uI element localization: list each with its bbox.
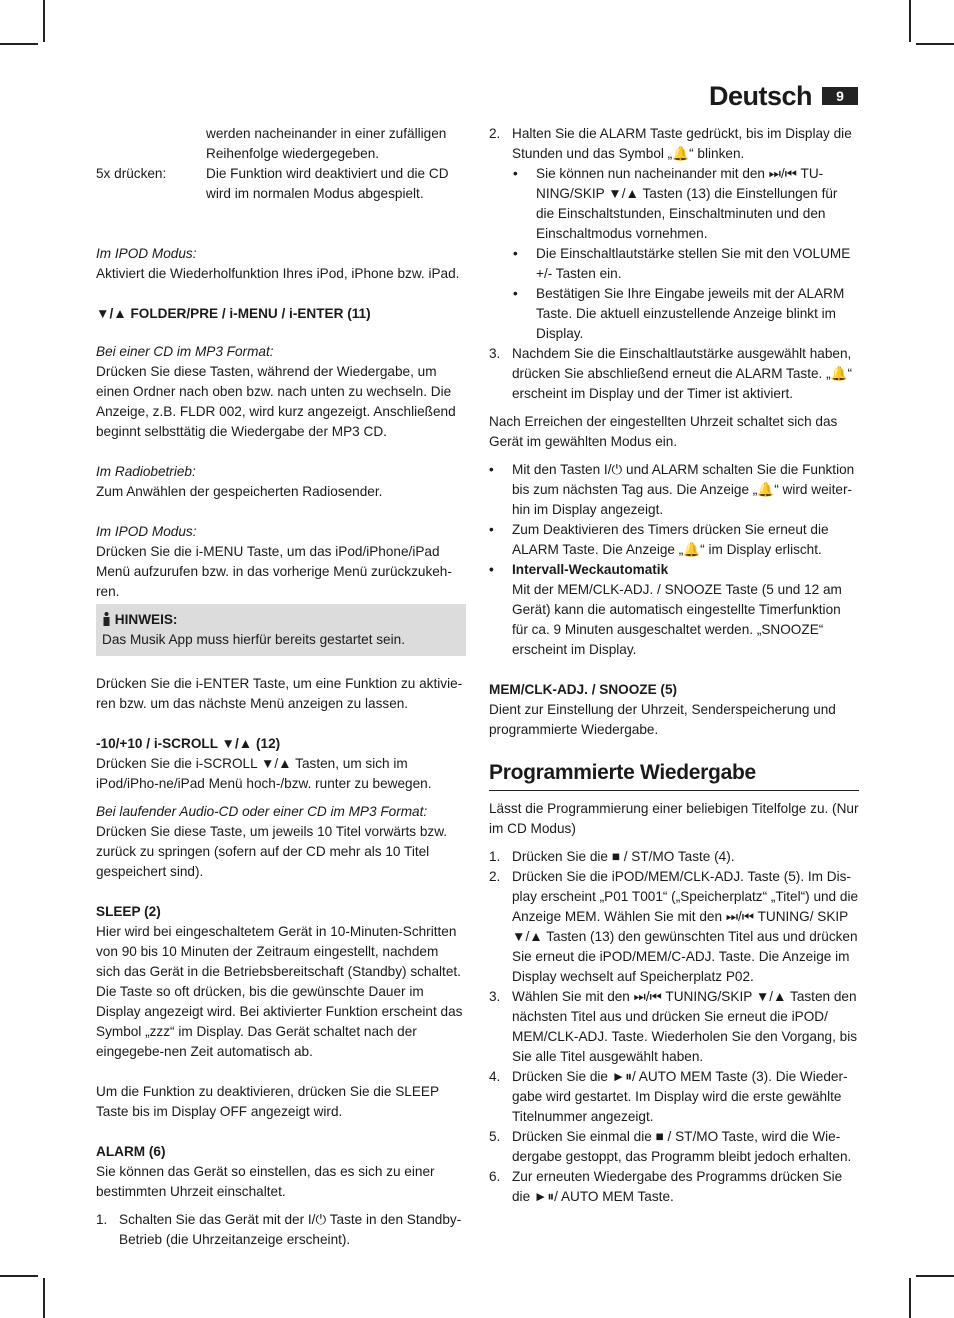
bullet-icon: •	[513, 246, 518, 261]
paragraph: Um die Funktion zu deaktivieren, drücken Sie die SLEEP Taste bis im Display OFF angezeigt wird.	[96, 1084, 439, 1119]
bullet-icon: •	[513, 286, 518, 301]
list-number: 1.	[489, 849, 501, 864]
section-heading: ALARM (6)	[96, 1144, 166, 1159]
bullet-icon: •	[489, 562, 494, 577]
bullet-text: Die Einschaltlautstärke stellen Sie mit den VOLUME +/- Tasten ein.	[536, 246, 851, 281]
list-number: 6.	[489, 1169, 501, 1184]
note-text: Das Musik App muss hierfür bereits gestartet sein.	[102, 632, 405, 647]
list-text: Nachdem Sie die Einschaltlautstärke ausgewählt haben, drücken Sie abschließend erneut die ALARM Taste. „🔔“ erscheint im Display und der Timer ist aktiviert.	[512, 346, 853, 401]
mode-label: Im Radiobetrieb:	[96, 464, 196, 479]
mode-label: Bei einer CD im MP3 Format:	[96, 344, 274, 359]
bullet-item	[489, 460, 859, 520]
crop-mark	[43, 1278, 45, 1318]
paragraph: Drücken Sie diese Taste, um jeweils 10 Titel vorwärts bzw. zurück zu springen (sofern auf der CD mehr als 10 Titel gespeichert sind).	[96, 824, 448, 879]
press-row	[96, 124, 466, 144]
list-number: 5.	[489, 1129, 501, 1144]
section-heading: SLEEP (2)	[96, 904, 161, 919]
paragraph: Zum Anwählen der gespeicherten Radiosender.	[96, 484, 383, 499]
press-row	[96, 144, 466, 164]
list-item	[489, 124, 859, 164]
bullet-item	[513, 244, 859, 284]
bullet-item	[489, 560, 859, 660]
list-item	[489, 1167, 859, 1207]
list-text: Drücken Sie die ►⏸/ AUTO MEM Taste (3). Die Wieder-gabe wird gestartet. Im Display wird die erste gewählte Titelnummer angezeigt.	[512, 1069, 848, 1124]
paragraph: Drücken Sie die i-ENTER Taste, um eine Funktion zu aktivie-ren bzw. um das nächste Menü anzeigen zu lassen.	[96, 676, 463, 711]
section-heading: MEM/CLK-ADJ. / SNOOZE (5)	[489, 682, 678, 697]
list-item	[489, 1127, 859, 1167]
list-number: 2.	[489, 869, 501, 884]
bullet-text: Zum Deaktivieren des Timers drücken Sie erneut die ALARM Taste. Die Anzeige „🔔“ im Display erlischt.	[512, 522, 829, 557]
press-row-value: werden nacheinander in einer zufälligen	[206, 126, 447, 141]
press-row-value: Die Funktion wird deaktiviert und die CD wird im normalen Modus abgespielt.	[206, 166, 449, 201]
list-item	[489, 987, 859, 1067]
bullet-text: Mit der MEM/CLK-ADJ. / SNOOZE Taste (5 und 12 am Gerät) kann die automatisch eingestellte Timerfunktion für ca. 9 Minuten ausgeschaltet werden. „SNOOZE“ erscheint im Display.	[512, 582, 842, 657]
list-item	[489, 847, 859, 867]
paragraph: Drücken Sie diese Tasten, während der Wiedergabe, um einen Ordner nach oben bzw. nach unten zu wechseln. Die Anzeige, z.B. FLDR 002, wird kurz angezeigt. Anschließend beginnt selbsttätig die Wiedergabe der MP3 CD.	[96, 364, 456, 439]
crop-mark	[909, 0, 911, 42]
list-item	[96, 1210, 466, 1250]
list-number: 4.	[489, 1069, 501, 1084]
list-number: 2.	[489, 126, 501, 141]
bullet-icon: •	[489, 522, 494, 537]
crop-mark	[0, 1275, 38, 1277]
list-number: 3.	[489, 989, 501, 1004]
note-title: HINWEIS:	[102, 610, 460, 630]
section-heading: -10/+10 / i-SCROLL ▼/▲ (12)	[96, 736, 281, 751]
section-title: Programmierte Wiedergabe	[489, 760, 859, 791]
press-row-value: Reihenfolge wiedergegeben.	[206, 146, 380, 161]
list-item	[489, 344, 859, 404]
paragraph: Drücken Sie die i-MENU Taste, um das iPod/iPhone/iPad Menü aufzurufen bzw. in das vorherige Menü zurückzukeh-ren.	[96, 544, 452, 599]
paragraph: Hier wird bei eingeschaltetem Gerät in 10-Minuten-Schritten von 90 bis 10 Minuten der Zeitraum eingestellt, nachdem sich das Gerät in die Betriebsbereitschaft (Standby) schaltet. Die Taste so oft drücken, bis die gewünschte Dauer im Display angezeigt wird. Bei aktivierter Funktion erscheint das Symbol „zzz“ im Display. Das Gerät schaltet nach der eingegebe-nen Zeit automatisch ab.	[96, 924, 463, 1059]
bullet-icon: •	[489, 462, 494, 477]
paragraph: Drücken Sie die i-SCROLL ▼/▲ Tasten, um sich im iPod/iPho-ne/iPad Menü hoch-/bzw. runter zu bewegen.	[96, 756, 432, 791]
crop-mark	[916, 43, 954, 45]
bullet-item	[489, 520, 859, 560]
left-column	[96, 124, 466, 1250]
mode-label: Bei laufender Audio-CD oder einer CD im MP3 Format:	[96, 804, 428, 819]
bullet-item	[513, 164, 859, 244]
paragraph: Aktiviert die Wiederholfunktion Ihres iPod, iPhone bzw. iPad.	[96, 266, 460, 281]
paragraph: Nach Erreichen der eingestellten Uhrzeit schaltet sich das Gerät im gewählten Modus ein.	[489, 414, 838, 449]
bullet-text: Bestätigen Sie Ihre Eingabe jeweils mit der ALARM Taste. Die aktuell einzustellende Anzeige blinkt im Display.	[536, 286, 845, 341]
bullet-item	[513, 284, 859, 344]
page-title: Deutsch	[708, 81, 812, 111]
press-row	[96, 164, 466, 204]
crop-mark	[0, 43, 38, 45]
crop-mark	[43, 0, 45, 42]
page-number: 9	[822, 87, 858, 105]
list-item	[489, 1067, 859, 1127]
list-text: Halten Sie die ALARM Taste gedrückt, bis im Display die Stunden und das Symbol „🔔“ blinken.	[512, 126, 852, 161]
page-header	[708, 81, 858, 111]
list-number: 3.	[489, 346, 501, 361]
list-number: 1.	[96, 1212, 108, 1227]
mode-label: Im IPOD Modus:	[96, 524, 197, 539]
bullet-text: Mit den Tasten I/⏻ und ALARM schalten Sie die Funktion bis zum nächsten Tag aus. Die Anzeige „🔔“ wird weiter-hin im Display angezeigt.	[512, 462, 855, 517]
list-text: Wählen Sie mit den ⏭/⏮ TUNING/SKIP ▼/▲ Tasten den nächsten Titel aus und drücken Sie erneut die iPOD/ MEM/CLK-ADJ. Taste. Wiederholen Sie den Vorgang, bis Sie alle Titel ausgewählt haben.	[512, 989, 858, 1064]
press-row-key: 5x drücken:	[96, 166, 167, 181]
list-text: Drücken Sie die ■ / ST/MO Taste (4).	[512, 849, 735, 864]
section-heading: ▼/▲ FOLDER/PRE / i-MENU / i-ENTER (11)	[96, 306, 371, 321]
crop-mark	[916, 1275, 954, 1277]
bullet-text: Sie können nun nacheinander mit den ⏭/⏮ TU-NING/SKIP ▼/▲ Tasten (13) die Einstellungen für die Einschaltstunden, Einschaltminuten und den Einschaltmodus vornehmen.	[536, 166, 838, 241]
list-item	[489, 867, 859, 987]
paragraph: Sie können das Gerät so einstellen, das es sich zu einer bestimmten Uhrzeit einschaltet.	[96, 1164, 435, 1199]
mode-label: Im IPOD Modus:	[96, 246, 197, 261]
list-text: Zur erneuten Wiedergabe des Programms drücken Sie die ►⏸/ AUTO MEM Taste.	[512, 1169, 843, 1204]
list-text: Schalten Sie das Gerät mit der I/⏻ Taste in den Standby-Betrieb (die Uhrzeitanzeige erscheint).	[119, 1212, 462, 1247]
crop-mark	[909, 1278, 911, 1318]
bullet-icon: •	[513, 166, 518, 181]
bullet-title: Intervall-Weckautomatik	[512, 562, 669, 577]
list-text: Drücken Sie die iPOD/MEM/CLK-ADJ. Taste (5). Im Dis-play erscheint „P01 T001“ („Speicherplatz“ „Titel“) und die Anzeige MEM. Wählen Sie mit den ⏭/⏮ TUNING/ SKIP ▼/▲ Tasten (13) den gewünschten Titel aus und drücken Sie erneut die iPOD/MEM/C-ADJ. Taste. Die Anzeige im Display wechselt auf Speicherplatz P02.	[512, 869, 859, 984]
note-box	[96, 604, 466, 656]
right-column	[489, 124, 859, 1207]
paragraph: Dient zur Einstellung der Uhrzeit, Senderspeicherung und programmierte Wiedergabe.	[489, 702, 836, 737]
paragraph: Lässt die Programmierung einer beliebigen Titelfolge zu. (Nur im CD Modus)	[489, 801, 859, 836]
info-icon	[102, 612, 111, 626]
list-text: Drücken Sie einmal die ■ / ST/MO Taste, wird die Wie-dergabe gestoppt, das Programm bleibt jedoch erhalten.	[512, 1129, 852, 1164]
